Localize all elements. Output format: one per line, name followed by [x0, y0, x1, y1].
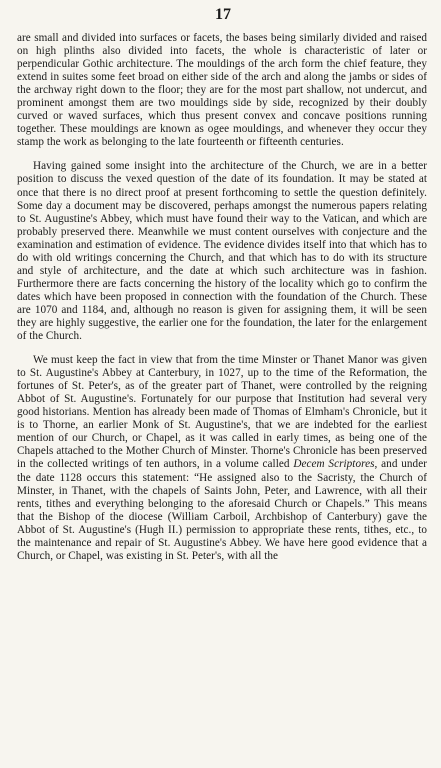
- book-title-italic: Decem Scriptores: [293, 458, 375, 471]
- paragraph-text-start: We must keep the fact in view that from the time Minster or Thanet Manor was given to St. Augustine's Abbey at Canterbury, in 1027, up to the time of the Reformation, the fortunes of St. Peter's, as of the greater part of Thanet, were controlled by the reigning Abbot of St. Augustine's. Fortunately for our purpose that Institution had several very good historians. Mention has already been made of Thomas of Elmham's Chronicle, but it is to Thorne, an earlier Monk of St. Augustine's, that we are indebted for the earliest mention of our Church, or Chapel, as it was called in early times, as being one of the Chapels attached to the Mother Church of Minster. Thorne's Chronicle has been preserved in the collected writings of ten authors, in a volume called: [17, 354, 427, 471]
- paragraph-text-end: , and under the date 1128 occurs this statement: “He assigned also to the Sacristy, the Church of Minster, in Thanet, with the chapels of Saints John, Peter, and Lawrence, with all their rents, tithes and everything belonging to the aforesaid Church or Chapels.” This means that the Bishop of the diocese (William Carboil, Archbishop of Canterbury) gave the Abbot of St. Augustine's (Hugh II.) permission to appropriate these rents, tithes, etc., to the maintenance and repair of St. Augustine's Abbey. We have here good evidence that a Church, or Chapel, was existing in St. Peter's, with all the: [17, 458, 427, 562]
- paragraph-foundation-date: Having gained some insight into the architecture of the Church, we are in a better position to discuss the vexed question of the date of its foundation. It may be stated at once that there is no direct proof at present forthcoming to settle the question definitely. Some day a document may be discovered, perhaps amongst the numerous papers relating to St. Augustine's Abbey, which must have found their way to the Vatican, and which are probably preserved there. Meanwhile we must content ourselves with conjecture and the examination and estimation of evidence. The evidence divides itself into that which has to do with old writings concerning the Church, and that which has to do with its structure and style of architecture, and the date at which such architecture was in fashion. Furthermore there are facts concerning the history of the locality which go to confirm the dates which have been proposed in connection with the foundation of the Church. These are 1070 and 1184, and, although no reason is given for assigning them, it will be seen they are highly suggestive, the earlier one for the foundation, the later for the enlargement of the Church.: [17, 160, 427, 343]
- paragraph-architecture: are small and divided into surfaces or facets, the bases being similarly divided and raised on high plinths also divided into facets, the whole is characteristic of later or perpendicular Gothic architecture. The mouldings of the arch form the chief feature, they extend in suites some feet broad on either side of the arch and along the jambs or sides of the archway right down to the floor; they are for the most part shallow, not undercut, and prominent amongst them are two mouldings side by side, recognized by their doubly curved or waved surfaces, which thus present convex and concave positions running together. These mouldings are known as ogee mouldings, and whenever they occur they stamp the work as belonging to the late fourteenth or fifteenth centuries.: [17, 32, 427, 149]
- page-number: 17: [215, 6, 231, 23]
- paragraph-st-augustines: [17, 354, 427, 563]
